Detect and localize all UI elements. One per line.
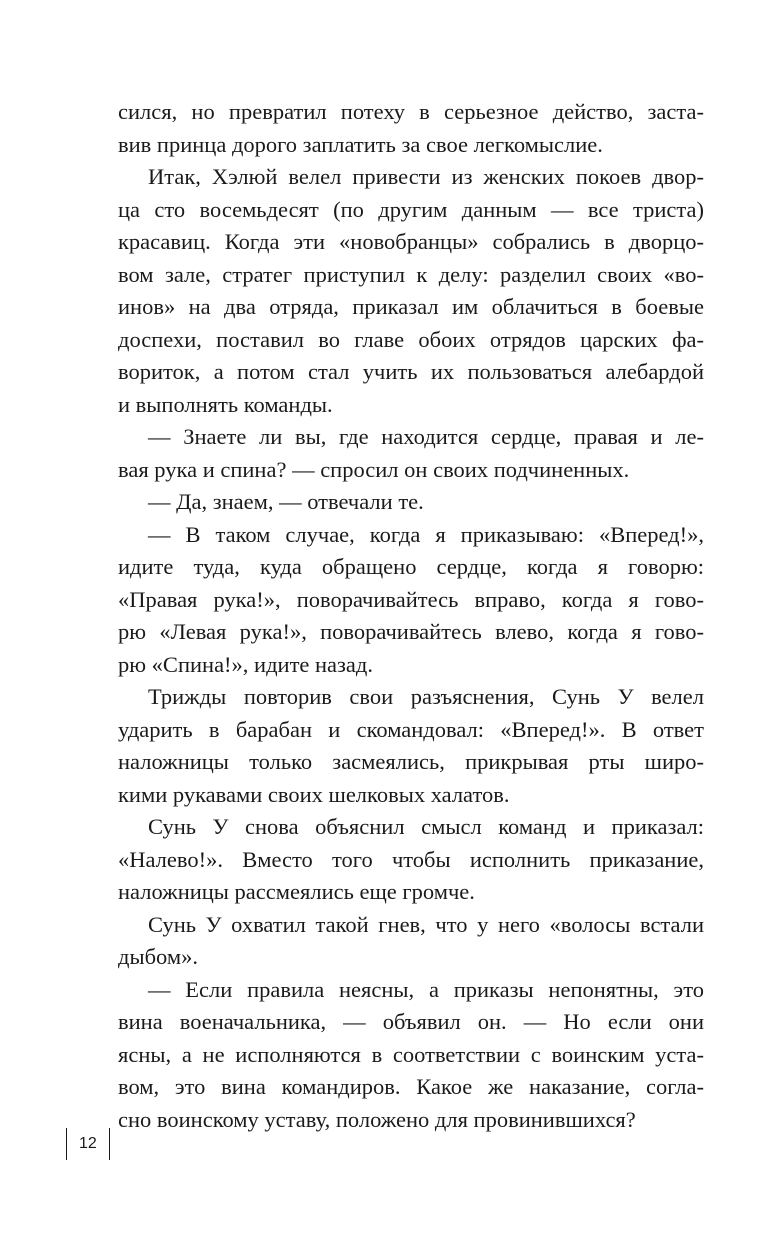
text-line: ца сто восемьдесят (по другим данным — все триста): [118, 196, 704, 222]
text-line: вом зале, стратег приступил к делу: разделил своих «во-: [118, 261, 704, 287]
text-line: и выполнять команды.: [118, 391, 333, 417]
text-line: красавиц. Когда эти «новобранцы» собрались в дворцо-: [118, 229, 704, 254]
text-line: вом, это вина командиров. Какое же наказание, согла-: [118, 1074, 704, 1099]
text-line: кими рукавами своих шелковых халатов.: [118, 781, 510, 807]
body-text: [118, 96, 704, 1136]
text-line: — В таком случае, когда я приказываю: «Вперед!»,: [148, 521, 704, 547]
text-line: «Правая рука!», поворачивайтесь вправо, когда я гово-: [118, 586, 704, 612]
text-line: рю «Спина!», идите назад.: [118, 651, 373, 677]
text-line: Трижды повторив свои разъяснения, Сунь У велел: [148, 684, 704, 709]
text-line: дыбом».: [118, 944, 198, 969]
text-line: вив принца дорого заплатить за свое легкомыслие.: [118, 131, 603, 157]
text-line: ясны, а не исполняются в соответствии с воинским уста-: [118, 1041, 704, 1067]
text-line: доспехи, поставил во главе обоих отрядов царских фа-: [118, 326, 704, 352]
text-line: вая рука и спина? — спросил он своих подчиненных.: [118, 456, 630, 482]
text-line: Сунь У снова объяснил смысл команд и приказал:: [148, 814, 704, 839]
text-line: сно воинскому уставу, положено для провинившихся?: [118, 1106, 636, 1132]
text-line: — Да, знаем, — отвечали те.: [148, 489, 424, 514]
text-line: — Знаете ли вы, где находится сердце, правая и ле-: [148, 424, 704, 449]
text-line: Сунь У охватил такой гнев, что у него «волосы встали: [148, 911, 704, 937]
text-line: «Налево!». Вместо того чтобы исполнить приказание,: [118, 846, 704, 872]
page-number: 12: [79, 1135, 97, 1152]
page-folio: [66, 1128, 110, 1160]
text-line: идите туда, куда обращено сердце, когда я говорю:: [118, 554, 704, 579]
text-line: сился, но превратил потеху в серьезное действо, заста-: [118, 99, 704, 124]
text-line: наложницы только засмеялись, прикрывая рты широ-: [118, 749, 704, 774]
text-line: рю «Левая рука!», поворачивайтесь влево, когда я гово-: [118, 619, 704, 644]
folio-right-rule: [109, 1128, 110, 1160]
text-line: наложницы рассмеялись еще громче.: [118, 879, 475, 904]
text-line: ударить в барабан и скомандовал: «Вперед!». В ответ: [118, 716, 704, 742]
text-line: инов» на два отряда, приказал им облачиться в боевые: [118, 294, 704, 319]
text-line: вориток, а потом стал учить их пользоваться алебардой: [118, 359, 704, 384]
text-line: вина военачальника, — объявил он. — Но если они: [118, 1009, 704, 1034]
text-line: — Если правила неясны, а приказы непонятны, это: [148, 976, 704, 1002]
text-line: Итак, Хэлюй велел привести из женских покоев двор-: [148, 164, 704, 189]
